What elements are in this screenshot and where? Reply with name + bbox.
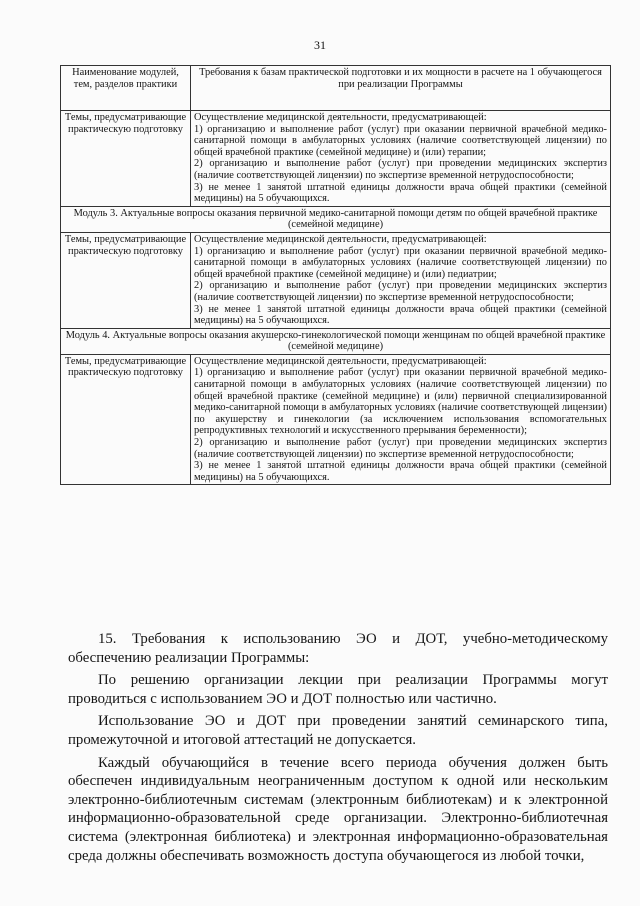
- module-row: [61, 206, 611, 232]
- requirement-line: 1) организацию и выполнение работ (услуг) при оказании первичной врачебной медико-санитарной помощи в амбулаторных условиях (наличие соответствующей лицензии) по общей врачебной практике (семейной медицине) и (или) терапии;: [194, 123, 607, 158]
- requirement-line: 3) не менее 1 занятой штатной единицы должности врача общей практики (семейной медицины) на 5 обучающихся.: [194, 181, 607, 205]
- table-row: [61, 111, 611, 207]
- page-number: 31: [314, 38, 326, 52]
- requirement-line: Осуществление медицинской деятельности, предусматривающей:: [194, 112, 487, 123]
- header-modules-cell: Наименование модулей, тем, разделов практики: [61, 66, 191, 111]
- requirements-cell: [191, 232, 611, 328]
- requirements-cell: [191, 111, 611, 207]
- module-row: [61, 328, 611, 354]
- requirement-line: 3) не менее 1 занятой штатной единицы должности врача общей практики (семейной медицины) на 5 обучающихся.: [194, 460, 607, 483]
- module-title: Модуль 3. Актуальные вопросы оказания первичной медико-санитарной помощи детям по общей врачебной практике (семейной медицине): [61, 206, 611, 232]
- paragraph: По решению организации лекции при реализации Программы могут проводиться с использованием ЭО и ДОТ полностью или частично.: [68, 672, 608, 707]
- requirement-line: 2) организацию и выполнение работ (услуг) при проведении медицинских экспертиз (наличие соответствующей лицензии) по экспертизе временной нетрудоспособности;: [194, 437, 607, 460]
- requirements-cell: [191, 354, 611, 485]
- table-row: [61, 232, 611, 328]
- table-header-row: [61, 66, 611, 111]
- requirement-line: 2) организацию и выполнение работ (услуг) при проведении медицинских экспертиз (наличие соответствующей лицензии) по экспертизе временной нетрудоспособности;: [194, 280, 607, 303]
- section-heading: 15. Требования к использованию ЭО и ДОТ, учебно-методическому обеспечению реализации Программы:: [68, 631, 608, 666]
- requirement-line: 1) организацию и выполнение работ (услуг) при оказании первичной врачебной медико-санитарной помощи в амбулаторных условиях (наличие соответствующей лицензии) по общей врачебной практике (семейной медицине) и (или) педиатрии;: [194, 245, 607, 280]
- table-row: [61, 354, 611, 485]
- header-requirements-cell: Требования к базам практической подготовки и их мощности в расчете на 1 обучающегося при реализации Программы: [191, 66, 611, 111]
- module-title: Модуль 4. Актуальные вопросы оказания акушерско-гинекологической помощи женщинам по общей врачебной практике (семейной медицине): [61, 328, 611, 354]
- section-15: [68, 630, 608, 865]
- requirement-line: 1) организацию и выполнение работ (услуг) при оказании первичной врачебной медико-санитарной помощи в амбулаторных условиях (наличие соответствующей лицензии) по общей врачебной практике (семейной медицине) и (или) первичной специализированной медико-санитарной помощи в амбулаторных условиях (наличие соответствующей лицензии) по акушерству и гинекологии (за исключением использования вспомогательных репродуктивных технологий и искусственного прерывания беременности);: [194, 367, 607, 437]
- topic-label-cell: Темы, предусматривающие практическую подготовку: [61, 232, 191, 328]
- topic-label-cell: Темы, предусматривающие практическую подготовку: [61, 111, 191, 207]
- paragraph: Каждый обучающийся в течение всего периода обучения должен быть обеспечен индивидуальным неограниченным доступом к одной или нескольким электронно-библиотечным системам (электронным библиотекам) и к электронной информационно-образовательной среде организации. Электронно-библиотечная система (электронная библиотека) и электронная информационно-образовательная среда должны обеспечивать возможность доступа обучающегося из любой точки,: [68, 754, 608, 864]
- requirement-line: 2) организацию и выполнение работ (услуг) при проведении медицинских экспертиз (наличие соответствующей лицензии) по экспертизе временной нетрудоспособности;: [194, 158, 607, 181]
- paragraph: Использование ЭО и ДОТ при проведении занятий семинарского типа, промежуточной и итоговой аттестаций не допускается.: [68, 713, 608, 748]
- requirement-line: Осуществление медицинской деятельности, предусматривающей:: [194, 233, 487, 245]
- topic-label-cell: Темы, предусматривающие практическую подготовку: [61, 354, 191, 485]
- requirement-line: 3) не менее 1 занятой штатной единицы должности врача общей практики (семейной медицины) на 5 обучающихся.: [194, 303, 607, 327]
- requirement-line: Осуществление медицинской деятельности, предусматривающей:: [194, 355, 487, 367]
- practice-bases-table: [60, 65, 611, 485]
